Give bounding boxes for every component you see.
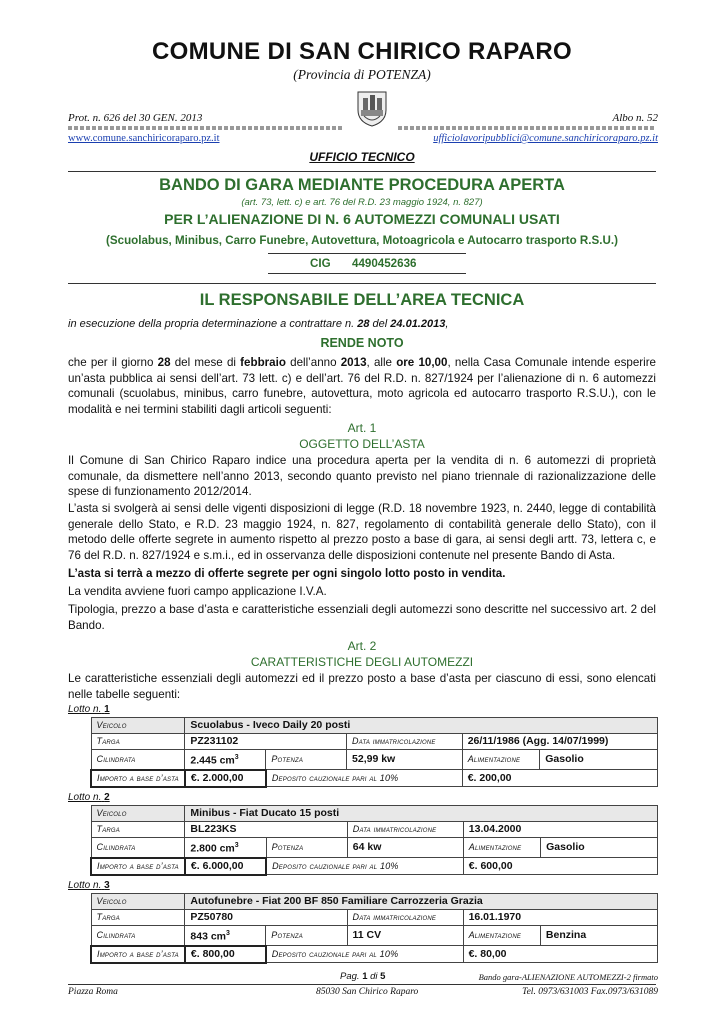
bando-subtitle: PER L’ALIENAZIONE DI N. 6 AUTOMEZZI COMUNALI USATI (164, 211, 560, 227)
page-number: Pag. 1 di 5 (340, 971, 386, 982)
potenza-value: 64 kw (347, 838, 463, 858)
art1-paragraph-5: Tipologia, prezzo a base d’asta e caratteristiche essenziali degli automezzi sono descritte nel successivo art. 2 del Bando. (68, 603, 656, 632)
table-row (91, 750, 658, 770)
table-row (91, 838, 658, 858)
cilindrata-label: Cilindrata (91, 838, 185, 858)
deposito-value: €. 600,00 (463, 858, 657, 875)
deposito-value: €. 80,00 (463, 946, 657, 963)
cilindrata-value: 2.800 $cm^3$ (185, 838, 266, 858)
table-row (91, 910, 658, 926)
top-rule (68, 171, 656, 172)
table-row (91, 822, 658, 838)
alimentazione-label: Alimentazione (462, 750, 540, 770)
potenza-value: 52,99 kw (347, 750, 463, 770)
data-imm-value: 26/11/1986 (Agg. 14/07/1999) (462, 734, 657, 750)
cilindrata-label: Cilindrata (91, 926, 185, 946)
rende-noto-heading: RENDE NOTO (320, 336, 404, 350)
bando-refs: (art. 73, lett. c) e art. 76 del R.D. 23 maggio 1924, n. 827) (241, 197, 483, 208)
table-row (91, 894, 658, 910)
footer-address: Piazza Roma (68, 987, 118, 997)
alimentazione-value: Gasolio (540, 750, 658, 770)
data-imm-label: Data immatricolazione (347, 822, 463, 838)
targa-value: PZ231102 (185, 734, 347, 750)
document-reference: Bando gara-ALIENAZIONE AUTOMEZZI-2 firmato (478, 972, 658, 982)
importo-label: Importo a base d’asta (91, 858, 185, 875)
lotto-table (90, 893, 658, 964)
cig-label: CIG (310, 257, 331, 270)
lotto-table (90, 717, 658, 788)
deposito-label: Deposito cauzionale pari al 10% (266, 946, 463, 963)
art1-paragraph-3: L’asta si terrà a mezzo di offerte segrete per ogni singolo lotto posto in vendita. (68, 567, 506, 580)
bando-vehicles: (Scuolabus, Minibus, Carro Funebre, Autovettura, Motoagricola e Autocarro trasporto R.S.U.) (106, 234, 618, 247)
footer-phone: Tel. 0973/631003 Fax.0973/631089 (522, 987, 658, 997)
office-heading: UFFICIO TECNICO (309, 150, 415, 164)
art2-title: CARATTERISTICHE DEGLI AUTOMEZZI (250, 655, 474, 669)
coat-of-arms-logo (355, 88, 389, 128)
lotto-label: Lotto n. 1 (68, 704, 110, 715)
table-row (91, 718, 658, 734)
lotto-label: Lotto n. 2 (68, 792, 110, 803)
header-divider-right (398, 126, 656, 130)
determination-intro: in esecuzione della propria determinazione a contrattare n. 28 del 24.01.2013, (68, 318, 449, 330)
section-rule (68, 283, 656, 284)
table-row (91, 858, 658, 875)
potenza-value: 11 CV (347, 926, 463, 946)
importo-value: €. 2.000,00 (185, 770, 266, 787)
veicolo-value: Minibus - Fiat Ducato 15 posti (185, 806, 658, 822)
alimentazione-value: Gasolio (541, 838, 658, 858)
data-imm-value: 16.01.1970 (463, 910, 657, 926)
data-imm-label: Data immatricolazione (347, 910, 463, 926)
alimentazione-value: Benzina (540, 926, 657, 946)
footer-city: 85030 San Chirico Raparo (316, 987, 419, 997)
art1-title: OGGETTO DELL’ASTA (299, 437, 425, 451)
lotto-table (90, 805, 658, 876)
alimentazione-label: Alimentazione (463, 926, 540, 946)
cilindrata-value: 2.445 $cm^3$ (185, 750, 266, 770)
targa-value: BL223KS (185, 822, 347, 838)
announcement-paragraph: che per il giorno 28 del mese di febbraio dell’anno 2013, alle ore 10,00, nella Casa Comunale intende esperire un’asta pubblica ai sensi dell’art. 73 lett. c) e dell’art. 76 del R.D. n. 827/1924 per l’alienazione di n. 6 automezzi comunali (scuolabus, minibus, carro funebre, autovettura, moto agricola ed autocarro trasporto R.S.U.), con le modalità e nei termini stabiliti dagli articoli seguenti: (68, 356, 657, 416)
veicolo-label: Veicolo (91, 806, 185, 822)
importo-label: Importo a base d’asta (91, 946, 185, 963)
table-row (91, 734, 658, 750)
cilindrata-label: Cilindrata (91, 750, 185, 770)
veicolo-value: Autofunebre - Fiat 200 BF 850 Familiare Carrozzeria Grazia (185, 894, 658, 910)
website-link[interactable]: www.comune.sanchiricoraparo.pz.it (68, 133, 220, 144)
cig-rule-top (268, 253, 466, 254)
table-row (91, 770, 658, 787)
art1-paragraph-4: La vendita avviene fuori campo applicazione I.V.A. (68, 585, 327, 598)
art2-number: Art. 2 (347, 639, 377, 653)
protocol-number: Prot. n. 626 del 30 GEN. 2013 (68, 112, 203, 124)
cig-rule-bottom (268, 273, 466, 274)
municipality-title: COMUNE DI SAN CHIRICO RAPARO (152, 38, 572, 65)
data-imm-value: 13.04.2000 (463, 822, 657, 838)
art1-paragraph-2: L’asta si svolgerà ai sensi delle vigenti disposizioni di legge (R.D. 18 novembre 1923, n. 2440, legge di contabilità generale dello Stato, e R.D. 23 maggio 1924, n. 827, regolamento di contabilità generale dello Stato), con il metodo delle offerte segrete in aumento rispetto al prezzo posto a base di gara, ai sensi degli artt. 73, lettera c, e 76 del R.D. n. 827/1924 e s.m.i., ed in osservanza delle disposizioni contenute nel presente Bando di Asta. (68, 502, 656, 562)
veicolo-label: Veicolo (91, 718, 185, 734)
data-imm-label: Data immatricolazione (347, 734, 463, 750)
table-row (91, 926, 658, 946)
veicolo-value: Scuolabus - Iveco Daily 20 posti (185, 718, 658, 734)
potenza-label: Potenza (266, 926, 347, 946)
albo-number: Albo n. 52 (612, 112, 658, 124)
cig-value: 4490452636 (352, 257, 417, 270)
responsabile-title: IL RESPONSABILE DELL’AREA TECNICA (199, 291, 525, 309)
deposito-value: €. 200,00 (462, 770, 657, 787)
deposito-label: Deposito cauzionale pari al 10% (266, 770, 462, 787)
art1-number: Art. 1 (347, 421, 377, 435)
province-subtitle: (Provincia di POTENZA) (293, 67, 431, 82)
alimentazione-label: Alimentazione (463, 838, 540, 858)
deposito-label: Deposito cauzionale pari al 10% (266, 858, 463, 875)
targa-label: Targa (91, 822, 185, 838)
art2-paragraph: Le caratteristiche essenziali degli automezzi ed il prezzo posto a base d’asta per ciascuno di essi, sono elencati nelle tabelle seguenti: (68, 672, 656, 701)
veicolo-label: Veicolo (91, 894, 185, 910)
bando-title: BANDO DI GARA MEDIANTE PROCEDURA APERTA (159, 176, 565, 194)
importo-label: Importo a base d’asta (91, 770, 185, 787)
cilindrata-value: 843 $cm^3$ (185, 926, 266, 946)
importo-value: €. 6.000,00 (185, 858, 266, 875)
potenza-label: Potenza (266, 838, 347, 858)
lotto-label: Lotto n. 3 (68, 880, 110, 891)
importo-value: €. 800,00 (185, 946, 266, 963)
header-divider-left (68, 126, 344, 130)
potenza-label: Potenza (266, 750, 347, 770)
footer-rule (68, 984, 656, 985)
targa-label: Targa (91, 734, 185, 750)
targa-label: Targa (91, 910, 185, 926)
targa-value: PZ50780 (185, 910, 347, 926)
email-link[interactable]: ufficiolavoripubblici@comune.sanchiricoraparo.pz.it (433, 133, 658, 144)
table-row (91, 806, 658, 822)
table-row (91, 946, 658, 963)
art1-paragraph-1: Il Comune di San Chirico Raparo indice una procedura aperta per la vendita di n. 6 automezzi di proprietà comunale, da dismettere nell’anno 2013, secondo quanto previsto nel piano triennale di razionalizzazione delle spese di funzionamento 2012/2014. (68, 454, 656, 499)
